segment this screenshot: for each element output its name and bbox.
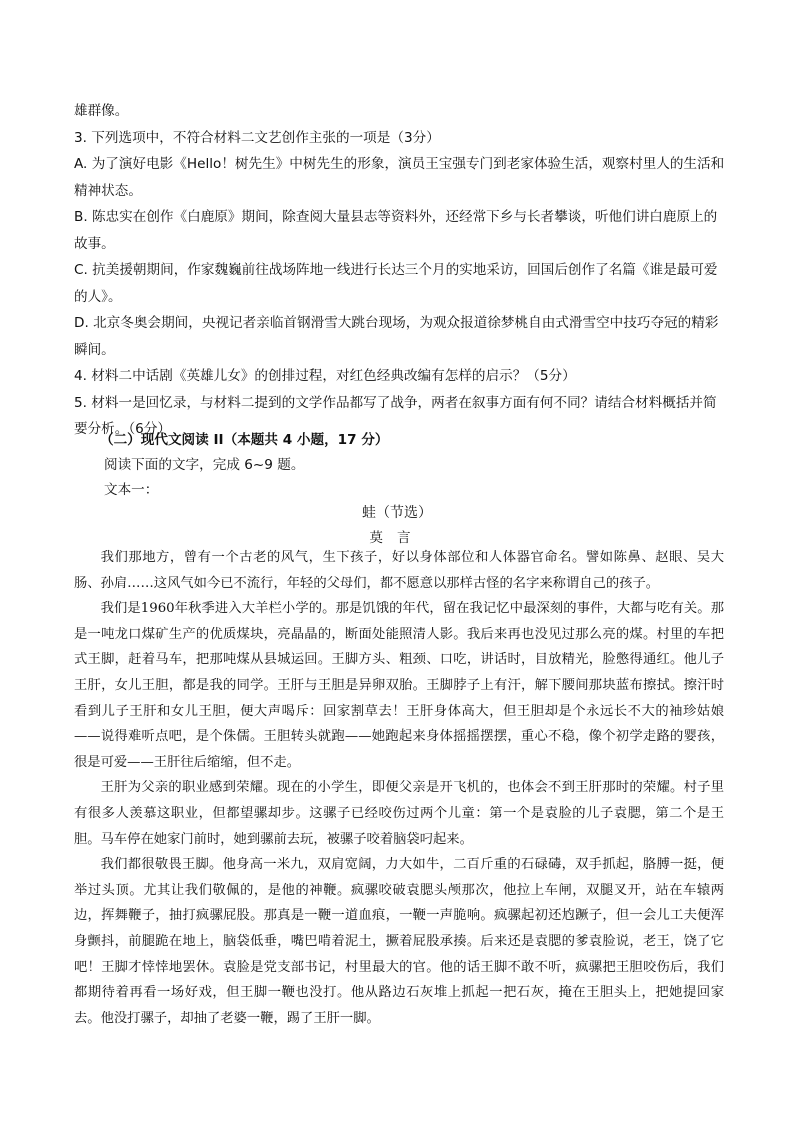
article-author: 莫言	[369, 530, 425, 546]
section-instruction: 阅读下面的文字，完成 6~9 题。	[104, 457, 305, 473]
question-3-option-d: D. 北京冬奥会期间，央视记者亲临首钢滑雪大跳台现场，为观众报道徐梦桃自由式滑雪空中技巧夺冠的精彩瞬间。	[74, 315, 719, 358]
question-3-stem: 3. 下列选项中，不符合材料二文艺创作主张的一项是（3分）	[74, 129, 440, 146]
question-4: 4. 材料二中话剧《英雄儿女》的创排过程，对红色经典改编有怎样的启示？（5分）	[74, 368, 576, 384]
article-paragraph: 我们是1960年秋季进入大羊栏小学的。那是饥饿的年代，留在我记忆中最深刻的事件，大都与吃有关。那是一吨龙口煤矿生产的优质煤块，亮晶晶的，断面处能照清人影。我后来再也没见过那么亮的煤。村里的车把式王脚，赶着马车，把那吨煤从县城运回。王脚方头、粗颈、口吃，讲话时，目放精光，脸憋得通红。他儿子王肝，女儿王胆，都是我的同学。王肝与王胆是异卵双胎。王脚脖子上有汗，解下腰间那块蓝布擦拭。擦汗时看到儿子王肝和女儿王胆，便大声喝斥：回家割草去！王肝身体高大，但王胆却是个永远长不大的袖珍姑娘——说得难听点吧，是个侏儒。王胆转头就跑——她跑起来身体摇摇摆摆，重心不稳，像个初学走路的婴孩，很是可爱——王肝往后缩缩，但不走。	[74, 601, 724, 770]
article-body	[74, 545, 724, 1031]
question-5: 5. 材料一是回忆录，与材料二提到的文学作品都写了战争，两者在叙事方面有何不同？请结合材料概括并简要分析。（6分）	[74, 394, 717, 437]
question-3-option-c: C. 抗美援朝期间，作家魏巍前往战场阵地一线进行长达三个月的实地采访，回国后创作了名篇《谁是最可爱的人》。	[74, 262, 718, 305]
question-3-option-b: B. 陈忠实在创作《白鹿原》期间，除查阅大量县志等资料外，还经常下乡与长者攀谈，听他们讲白鹿原上的故事。	[74, 209, 718, 252]
article-paragraph: 我们那地方，曾有一个古老的风气，生下孩子，好以身体部位和人体器官命名。譬如陈鼻、赵眼、吴大肠、孙肩……这风气如今已不流行，年轻的父母们，都不愿意以那样古怪的名字来称谓自己的孩子。	[74, 550, 724, 591]
question-block	[74, 98, 726, 443]
question-3-option-a: A. 为了演好电影《Hello！树先生》中树先生的形象，演员王宝强专门到老家体验生活，观察村里人的生活和精神状态。	[74, 156, 725, 199]
article-paragraph: 王肝为父亲的职业感到荣耀。现在的小学生，即便父亲是开飞机的，也体会不到王肝那时的荣耀。村子里有很多人羡慕这职业，但都望骡却步。这骡子已经咬伤过两个儿童：第一个是袁脸的儿子袁腮，第二个是王胆。马车停在她家门前时，她到骡前去玩，被骡子咬着脑袋叼起来。	[74, 780, 724, 847]
top-fragment: 雄群像。	[74, 103, 129, 119]
article-paragraph: 我们都很敬畏王脚。他身高一米九，双肩宽阔，力大如牛，二百斤重的石碌碡，双手抓起，胳膊一挺，便举过头顶。尤其让我们敬佩的，是他的神鞭。疯骡咬破袁腮头颅那次，他拉上车闸，双腿叉开，站在车辕两边，挥舞鞭子，抽打疯骡屁股。那真是一鞭一道血痕，一鞭一声脆响。疯骡起初还尥蹶子，但一会儿工夫便浑身颤抖，前腿跪在地上，脑袋低垂，嘴巴啃着泥土，撅着屁股承揍。后来还是袁腮的爹袁脸说，老王，饶了它吧！王脚才悻悻地罢休。袁脸是党支部书记，村里最大的官。他的话王脚不敢不听，疯骡把王胆咬伤后，我们都期待着再看一场好戏，但王脚一鞭也没打。他从路边石灰堆上抓起一把石灰，掩在王胆头上，把她提回家去。他没打骡子，却抽了老婆一鞭，踢了王肝一脚。	[74, 857, 724, 1026]
section-heading: （二）现代文阅读 II（本题共 4 小题，17 分）	[100, 432, 389, 448]
text-label: 文本一：	[104, 482, 159, 498]
article-title: 蛙（节选）	[362, 505, 432, 521]
